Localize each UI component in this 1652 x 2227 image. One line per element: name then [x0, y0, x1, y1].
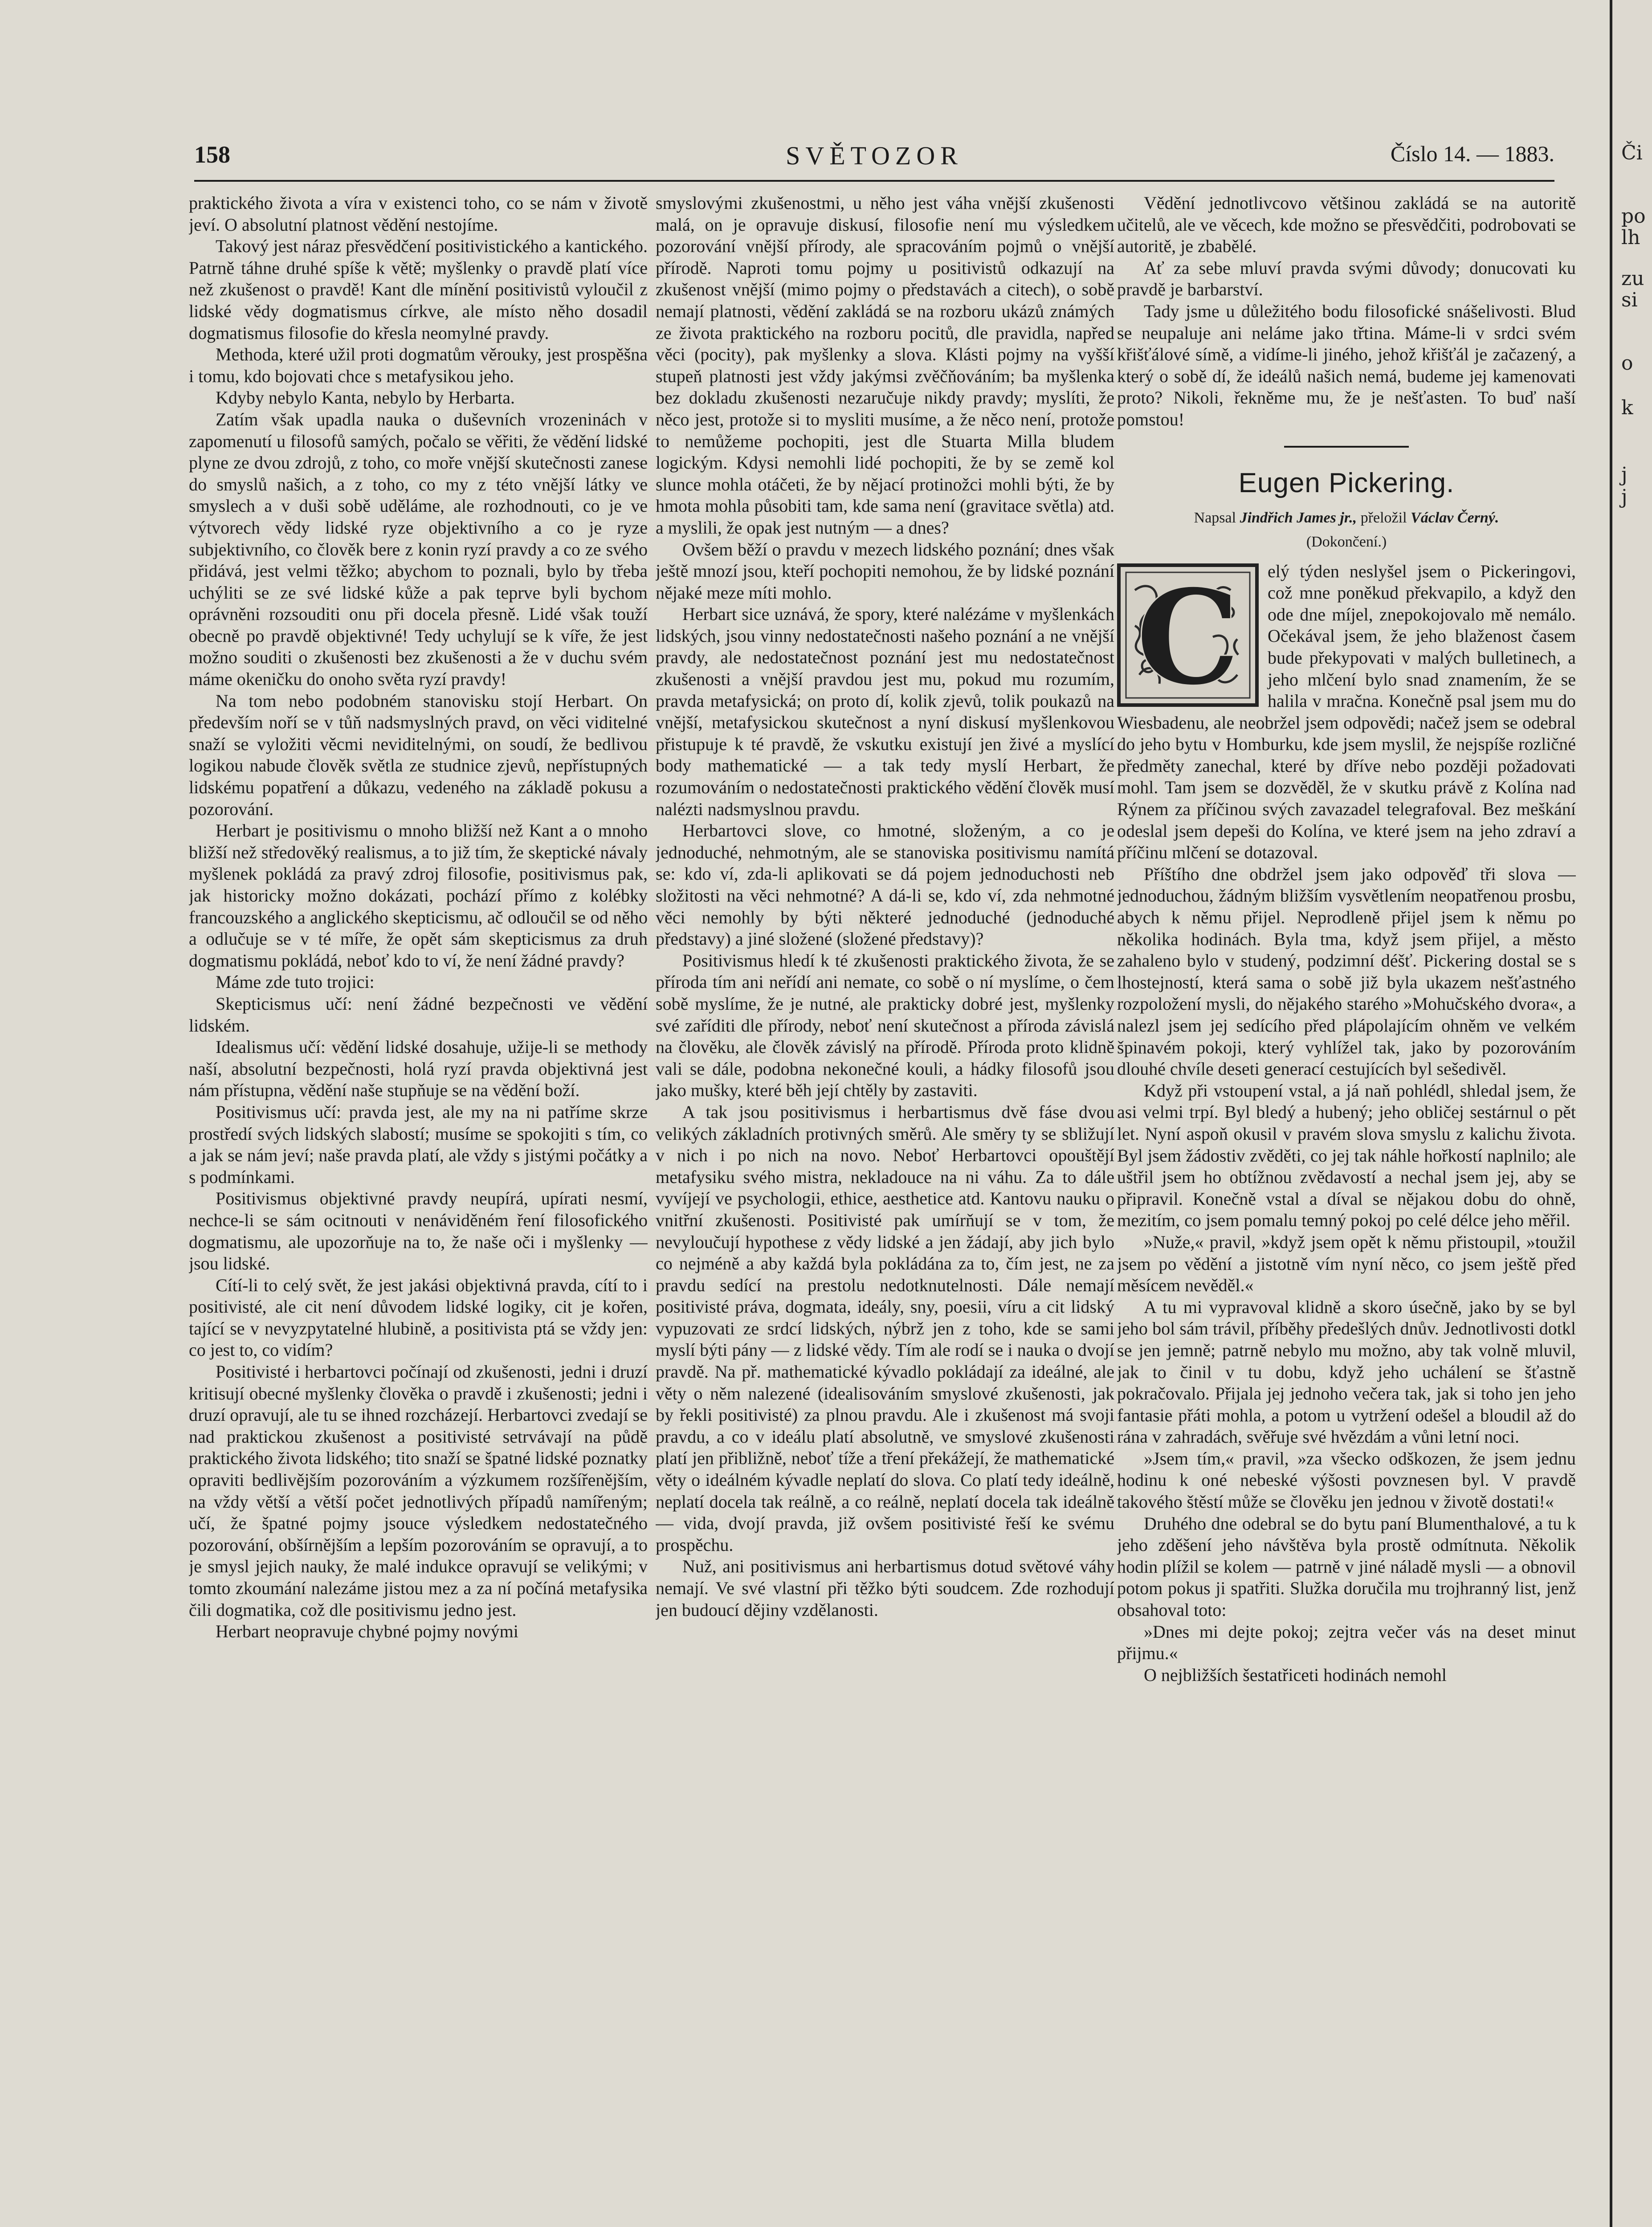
- drop-cap-c-icon: [1117, 563, 1259, 707]
- column-3: [1117, 192, 1576, 2227]
- paragraph: A tu mi vypravoval klidně a skoro úsečně, jako by se byl jeho bol sám trávil, příběhy předešlých dnův. Jednotlivosti dotkl se jen jemně; patrně nebylo mu možno, aby tak volně mluvil, jak to činil v tu dobu, když jeho uchálení se šťastně pokračovalo. Přijala jej jednoho večera tak, jak si toho jen jeho fantasie přáti mohla, a potom u vytržení odešel a bloudil až do rána v zahradách, svěřuje své hvězdám a vůni letní noci.: [1117, 1297, 1576, 1447]
- edge-fragment: si: [1621, 289, 1638, 311]
- drop-cap-letter: C: [1136, 563, 1240, 707]
- edge-fragment: k: [1621, 396, 1633, 419]
- paragraph: Methoda, které užil proti dogmatům věrouky, jest prospěšna i tomu, kdo bojovati chce s metafysikou jeho.: [189, 344, 648, 386]
- article-title: Eugen Pickering.: [1238, 467, 1455, 498]
- section-divider: [1284, 446, 1409, 448]
- paragraph: Ovšem běží o pravdu v mezech lidského poznání; dnes však ještě mnozí jsou, kteří pochopiti nemohou, že by lidské poznání nějaké meze míti mohlo.: [656, 539, 1114, 603]
- paragraph: Na tom nebo podobném stanovisku stojí Herbart. On především noří se v tůň nadsmyslných pravd, on věci viditelné snaží se vyložiti věcmi neviditelnými, on soudí, že bedlivou logikou nabude člověk světla ze studnice zjevů, nepřístupných lidskému popatření a důkazu, vedeného na základě pokusu a pozorování.: [189, 690, 648, 819]
- header-rule: [194, 180, 1554, 182]
- paragraph: Herbart je positivismu o mnoho bližší než Kant a o mnoho bližší než středověký realismus, a to již tím, že skeptické návaly myšlenek pokládá za pravý zdroj filosofie, positivismus pak, jak historicky možno dokázati, pochází přímo z kolébky francouzského a anglického skepticismu, ač odloučil se od něho a odlučuje se v té míře, že opět sám skepticismus za druh dogmatismu pokládá, neboť kdo to ví, že není žádné pravdy?: [189, 820, 648, 971]
- paragraph: Druhého dne odebral se do bytu paní Blumenthalové, a tu k jeho zděšení jeho návštěva byla prostě odmítnuta. Několik hodin plížil se kolem — patrně v jiné náladě mysli — a obnovil potom pokus ji spatřiti. Služka doručila mu trojhranný list, jenž obsahoval toto:: [1117, 1513, 1576, 1620]
- edge-fragment: zu: [1621, 267, 1644, 290]
- paragraph: Positivismus učí: pravda jest, ale my na ni patříme skrze prostředí svých lidských slabostí; musíme se spokojiti s tím, co a jak se nám jeví; naše pravda platí, ale vždy s jistými počátky a s podmínkami.: [189, 1101, 648, 1187]
- paragraph: Příštího dne obdržel jsem jako odpověď tři slova — jednoduchou, žádným bližším vysvětlením neopatřenou prosbu, abych k němu přijel. Neprodleně přijel jsem k němu po několika hodinách. Byla tma, když jsem přijel, a město zahaleno bylo v studený, podzimní déšť. Pickering dostal se s lhostejností, která sama o sobě již byla ukazem nešťastného rozpoložení mysli, do nějakého starého »Mohučského dvora«, a nalezl jsem jej sedícího před plápolajícím ohněm ve velkém špinavém pokoji, který vyhlížel tak, jako by pozorováním dlouhé chvíle deseti generací cestujících byl sešedivěl.: [1117, 864, 1576, 1079]
- paragraph: O nejbližších šestatřiceti hodinách nemohl: [1144, 1664, 1447, 1685]
- paragraph: Herbart sice uznává, že spory, které nalézáme v myšlenkách lidských, jsou vinny nedostatečnosti našeho poznání a ne vnější pravdy, ale nedostatečnost poznání jest mu nedostatečnost zkušenosti a vnější pravdou jest mu, pokud mu rozumím, pravda metafysická; on proto dí, kolik zjevů, tolik poukazů na vnější, metafysickou skutečnost a nyní diskusí myšlenkovou přistupuje k té pravdě, že vskutku existují jen živé a myslící body mathematické — a tak tedy myslí Herbart, že rozumováním o nedostatečnosti praktického vědění člověk musí nalézti nadsmyslnou pravdu.: [656, 604, 1114, 819]
- paragraph: Positivisté i herbartovci počínají od zkušenosti, jedni i druzí kritisují obecné myšlenky člověka o pravdě i zkušenosti; jedni i druzí opravují, ale tu se ihned rozcházejí. Herbartovci zvedají se nad praktickou zkušenost a positivisté setrvávají na půdě praktického života lidského; tito snaží se špatné lidské poznatky opraviti bedlivějším pozorováním a výzkumem rozšířenějším, na vždy větší a větší počet jednotlivých případů namířeným; učí, že špatné pojmy jsouce výsledkem nedostatečného pozorování, obšírnějším a lepším pozorováním se opravují, a to je smysl jejich nauky, že malé indukce opravují se velikými; v tomto zkoumání nalezáme jistou mez a za ní počíná metafysika čili dogmatika, což dle positivismu jedno jest.: [189, 1362, 648, 1620]
- edge-fragment: lh: [1621, 226, 1640, 249]
- paragraph: praktického života a víra v existenci toho, co se nám v životě jeví. O absolutní platnost vědění nestojíme.: [189, 193, 648, 235]
- paragraph: Idealismus učí: vědění lidské dosahuje, užije-li se methody naší, absolutní bezpečnosti, holá ryzí pravda objektivná jest nám přístupna, vědění naše stupňuje se na vědění boží.: [189, 1037, 648, 1101]
- paragraph: Vědění jednotlivcovo většinou zakládá se na autoritě učitelů, ale ve věcech, kde možno se přesvědčiti, podrobovati se autoritě, je zbabělé.: [1117, 193, 1576, 257]
- author-name: Jindřich James jr.,: [1240, 509, 1357, 526]
- edge-fragment: po: [1621, 205, 1646, 228]
- paragraph: A tak jsou positivismus i herbartismus dvě fáse dvou velikých základních protivných směrů. Ale směry ty se sbližují v nich i po nich na novo. Neboť Herbartovci opouštějí metafysiku svého mistra, nekladouce na ni váhu. Za to dále vyvíjejí ve psychologii, ethice, aesthetice atd. Kantovu nauku o vnitřní zkušenosti. Positivisté pak umírňují se v tom, že nevyloučují hypothese z vědy lidské a jen žádají, aby jich bylo co nejméně a aby každá byla pokládána za to, čím jest, ne za pravdu sedící na prestolu nedotknutelnosti. Dále nemají positivisté práva, dogmata, ideály, sny, poesii, víru a cit lidský vypuzovati ze srdcí lidských, nýbrž jen z toho, kde se sami myslí býti pány — z lidské vědy. Tím ale rodí se i nauka o dvojí pravdě. Na př. mathematické kývadlo pokládají za ideálné, ale věty o něm nalezené (idealisováním smyslové zkušenosti, jak by řekli positivisté) za plnou pravdu. Ale i zkušenost má svoji pravdu, a co v ideálu platí absolutně, ve smyslové zkušenosti platí jen přibližně, neboť tíže a tření překážejí, že mathematické věty o ideálném kývadle neplatí do slova. Co platí tedy ideálně, neplatí docela tak reálně, a co reálně, neplatí docela tak ideálně — vida, dvojí pravda, již ovšem positivisté řeší ke svému prospěchu.: [656, 1101, 1114, 1555]
- paragraph: Když při vstoupení vstal, a já naň pohlédl, shledal jsem, že asi velmi trpí. Byl bledý a hubený; jeho obličej sestárnul o pět let. Nyní aspoň okusil v pravém slova smyslu z kalichu života. Byl jsem žádostiv zvěděti, co jej tak náhle hořkostí naplnilo; ale uštřil jsem ho obtížnou zvědavostí a nechal jsem jej, aby se připravil. Konečně vstal a díval se nějakou dobu do ohně, mezitím, co jsem pomalu temný pokoj po celé délce jeho měřil.: [1117, 1080, 1576, 1231]
- byline-prefix: Napsal: [1194, 509, 1236, 526]
- paragraph: Herbartovci slove, co hmotné, složeným, a co je jednoduché, nehmotným, ale se stanoviska positivismu namítá se: kdo ví, zda-li aplikovati se dá pojem jednoduchosti neb složitosti na věci nehmotné? A dá-li se, kdo ví, zda nehmotné věci nemohly by býti některé jednoduché (jednoduché představy) a jiné složené (složené představy)?: [656, 820, 1114, 949]
- issue-info: Číslo 14. — 1883.: [1390, 141, 1554, 166]
- page-number: 158: [194, 141, 230, 168]
- paragraph: Ať za sebe mluví pravda svými důvody; donucovati ku pravdě je barbarství.: [1117, 257, 1576, 300]
- paragraph: smyslovými zkušenostmi, u něho jest váha vnější zkušenosti malá, on je opravuje diskusí, filosofie není mu výsledkem pozorování vnější přírody, ale spracováním pojmů o vnější přírodě. Naproti tomu pojmy u positivistů odkazují na zkušenost vnější (mimo pojmy o představách a citech), o sobě nemají platnosti, vědění zakládá se na rozboru ukázů známých ze života praktického na rozboru pocitů, dle pravidla, napřed věci (pocity), pak myšlenky a slova. Klásti pojmy na vyšší stupeň platnosti jest vždy jakýmsi zvěčňováním; ba myšlenka bez dokladu zkušenosti nezaručuje nikdy pravdy; myslíti, že něco jest, protože si to mysliti musíme, a že něco není, protože to nemůžeme pochopiti, jest dle Stuarta Milla bludem logickým. Kdysi nemohli lidé pochopiti, že by se země kol slunce mohla otáčeti, že by nějací protinožci mohli býti, že by hmota mohla působiti tam, kde sama není (gravitace světla) atd. a myslili, že opak jest nutným — a dnes?: [656, 193, 1114, 538]
- paragraph: Herbart neopravuje chybné pojmy novými: [216, 1621, 518, 1642]
- paragraph: »Dnes mi dejte pokoj; zejtra večer vás na deset minut přijmu.«: [1117, 1621, 1576, 1664]
- column-1: [189, 192, 648, 2227]
- paragraph: Tady jsme u důležitého bodu filosofické snášelivosti. Blud se neupaluje ani neláme jako třtina. Máme-li v srdci svém křišťálové símě, a vidíme-li jiného, jehož křišťál je začazený, a který o sobě dí, že ideálů našich nemá, budeme jej kamenovati proto? Nikoli, řekněme mu, že je nešťasten. To buď naší pomstou!: [1117, 301, 1576, 429]
- paragraph: Zatím však upadla nauka o duševních vrozeninách v zapomenutí u filosofů samých, počalo se věřiti, že vědění lidské plyne ze dvou zdrojů, z toho, co moře vnější skutečnosti zanese do smyslů našich, a z toho, co my z této vnější látky ve smyslech a v duši sobě uděláme, ale rozhodnouti, co je ve výtvorech vědy lidské ryze objektivního a co je ryze subjektivního, co člověk bere z konin ryzí pravdy a co ze svého přidává, jest velmi těžko; abychom to poznali, bylo by třeba uchýliti se ze své lidské kůže a pak teprve byli bychom oprávněni rozsouditi onu při docela přesně. Lidé však touží obecně po pravdě objektivné! Tedy uchylují se k víře, že jest možno souditi o zkušenosti bez zkušenosti a že v duchu svém máme okeničku do onoho světa ryzí pravdy!: [189, 409, 648, 689]
- drop-cap-ornament: [1117, 563, 1259, 707]
- paragraph: Nuž, ani positivismus ani herbartismus dotud světové váhy nemají. Ve své vlastní při těžko býti soudcem. Zde rozhodují jen budoucí dějiny vzdělanosti.: [656, 1556, 1114, 1620]
- column-2: [656, 192, 1114, 2227]
- translator-prefix: přeložil: [1360, 509, 1407, 526]
- edge-fragment: j: [1621, 485, 1628, 508]
- paragraph: Cítí-li to celý svět, že jest jakási objektivná pravda, cítí to i positivisté, ale cit není důvodem lidské logiky, cit je kořen, tající se v nevyzpytatelné hlubině, a positivista ptá se vždy jen: co jest to, co vidím?: [189, 1275, 648, 1360]
- paragraph: Takový jest náraz přesvědčení positivistického a kantického. Patrně táhne druhé spíše k větě; myšlenky o pravdě platí více než zkušenost o pravdě! Kant dle mínění positivistů vyloučil z lidské vědy dogmatismus církve, ale místo něho dosadil dogmatismus filosofie do křesla neomylné pravdy.: [189, 236, 648, 343]
- edge-fragment: o: [1621, 352, 1633, 375]
- page-header: [194, 141, 1554, 181]
- paragraph: Positivismus objektivné pravdy neupírá, upírati nesmí, nechce-li se sám ocitnouti v nenáviděném ření filosofického dogmatismu, ale upozorňuje na to, že naše oči i myšlenky — jsou lidské.: [189, 1188, 648, 1274]
- article-byline: [1117, 508, 1576, 528]
- paragraph: »Nuže,« pravil, »když jsem opět k němu přistoupil, »toužil jsem po vědění a jistotně vím nyní něco, co jsem ještě před měsícem nevěděl.«: [1117, 1232, 1576, 1296]
- translator-name: Václav Černý.: [1411, 509, 1499, 526]
- paragraph: »Jsem tím,« pravil, »za všecko odškozen, že jsem jednu hodinu k oné nebeské výšosti povznesen byl. V pravdě takového štěstí může se člověku jen jednou v životě dostati!«: [1117, 1448, 1576, 1512]
- paragraph: Positivismus hledí k té zkušenosti praktického života, že se příroda tím ani neřídí ani nemate, co sobě o ní myslíme, o čem sobě myslíme, že je nutné, ale prakticky dobré jest, myšlenky své zaříditi dle přírody, neboť není skutečnost a příroda závislá na člověku, ale člověk závislý na přírodě. Příroda proto klidně vali se dále, podobna nekonečné kouli, a hádky filosofů jsou jako mušky, které běh její chtěly by zastaviti.: [656, 950, 1114, 1101]
- paragraph: Máme zde tuto trojici:: [216, 972, 375, 992]
- adjacent-page-edge: [1610, 0, 1652, 2227]
- paragraph: Kdyby nebylo Kanta, nebylo by Herbarta.: [216, 387, 515, 408]
- paragraph: Skepticismus učí: není žádné bezpečnosti ve vědění lidském.: [189, 993, 648, 1036]
- edge-fragment: j: [1621, 463, 1628, 486]
- edge-fragment: Či: [1621, 142, 1643, 164]
- continuation-note: (Dokončení.): [1306, 533, 1387, 550]
- paragraph: elý týden neslyšel jsem o Pickeringovi, což mne poněkud překvapilo, a když den ode dne míjel, znepokojovalo mě nemálo. Očekával jsem, že jeho blaženost časem bude překypovati v malých bulletinech, a jeho mlčení bylo snad znamením, že se halila v mračna. Konečně psal jsem mu do Wiesbadenu, ale neobržel jsem odpovědi; načež jsem se odebral do jeho bytu v Homburku, kde jsem myslil, že nejspíše rozličné předměty zanechal, které by dříve nebo později požadovati mohl. Tam jsem se dozvěděl, že v skutku právě z Kolína nad Rýnem za příčinou svých zavazadel telegrafoval. Bez meškání odeslal jsem depeši do Kolína, ve které jsem na jeho zdraví a příčinu mlčení se dotazoval.: [1117, 561, 1576, 863]
- journal-title: SVĚTOZOR: [786, 141, 963, 170]
